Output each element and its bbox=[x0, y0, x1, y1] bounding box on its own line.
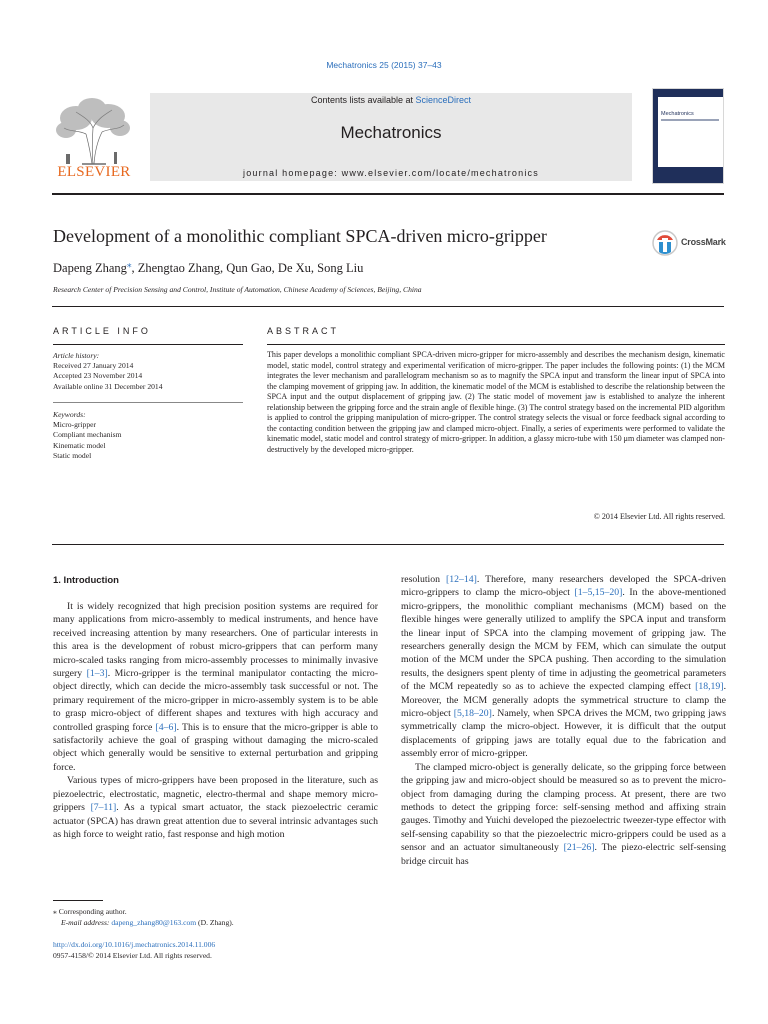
issn-copyright: 0957-4158/© 2014 Elsevier Ltd. All rights reserved. bbox=[53, 950, 212, 960]
citation-link[interactable]: [12–14] bbox=[446, 574, 477, 585]
elsevier-wordmark[interactable]: ELSEVIER bbox=[57, 164, 131, 180]
paragraph: The clamped micro-object is generally delicate, so the gripping force between the gripping jaw and micro-object should be measured so as to prevent the micro-object from damaging during the clamping process. At present, there are two methods to detect the gripping force: self-sensing method and affixing strain gauges. Timothy and Yuichi developed the piezoelectric tweezer-type effector with self-sensing capability so that the piezoelectric micro-grippers could be used as a sensor and an actuator simultaneously [21–26]. The piezo-electric self-sensing bridge circuit has bbox=[401, 761, 726, 867]
keyword-item: Static model bbox=[53, 450, 92, 460]
journal-cover-thumbnail[interactable] bbox=[652, 88, 724, 184]
doi-link[interactable]: http://dx.doi.org/10.1016/j.mechatronics.2014.11.006 bbox=[53, 940, 216, 949]
corresponding-author-marker[interactable]: ⁎ bbox=[126, 259, 132, 269]
citation-link[interactable]: [1–5,15–20] bbox=[574, 587, 623, 599]
author-first: Dapeng Zhang bbox=[53, 261, 127, 276]
abstract-rule bbox=[267, 344, 725, 345]
body-column-left bbox=[53, 600, 378, 841]
keywords-rule bbox=[53, 402, 243, 403]
abstract-text: This paper develops a monolithic compliant SPCA-driven micro-gripper for micro-assembly and describes the mechanism design, kinematic model, static model, control strategy and experimental verification of micro-gripper. The paper includes the following points: (1) the MCM integrates the lever mechanism and parallelogram mechanism so as to magnify the SPCA input and transform the linear input of SPCA into the clamping movement of gripping jaw. In addition, the kinematic model of the MCM is established to describe the relationship between the SPCA input and the output displacement of gripping jaw. (2) The static model of movement jaw is established to analyze the inherent relationship between the gripping force and the strain angle of flexible hinge. (3) The control strategy based on the incremental PID algorithm is applied to control the gripping manipulation of micro-gripper. The control strategy selects the visual or force feedback signal according to the contacting condition between the gripping jaw and clamped micro-object. Finally, a series of experiments were performed to validate the kinematic model, static model and control strategy of micro-gripper. In addition, a glassy micro-tube with 150 μm diameter was clamped non-destructively by the developed micro-gripper. bbox=[267, 350, 725, 454]
corresponding-author-note: ⁎ Corresponding author. bbox=[53, 907, 127, 916]
history-label: Article history: bbox=[53, 351, 100, 360]
history-accepted: Accepted 23 November 2014 bbox=[53, 371, 143, 381]
journal-title[interactable]: Mechatronics bbox=[340, 123, 442, 142]
history-online: Available online 31 December 2014 bbox=[53, 381, 163, 391]
author-rest: , Zhengtao Zhang, Qun Gao, De Xu, Song Liu bbox=[131, 261, 364, 276]
paragraph: Various types of micro-grippers have been proposed in the literature, such as piezoelectric, electrostatic, magnetic, electro-thermal and shape memory micro-grippers [7–11]. As a typical smart actuator, the stack piezoelectric ceramic actuator (SPCA) has drawn great attention due to several intrinsic advantages such as high force to weight ratio, fast response and high motion bbox=[53, 775, 378, 840]
doi-block bbox=[53, 940, 215, 961]
keyword-item: Compliant mechanism bbox=[53, 430, 122, 440]
author-affiliation: Research Center of Precision Sensing and Control, Institute of Automation, Chinese Academy of Sciences, Beijing, China bbox=[53, 285, 422, 294]
author-email-link[interactable]: dapeng_zhang80@163.com bbox=[111, 918, 197, 927]
citation-link[interactable]: [18,19] bbox=[695, 681, 724, 693]
citation-link[interactable]: [5,18–20] bbox=[453, 708, 492, 720]
title-rule bbox=[52, 306, 724, 307]
sciencedirect-link[interactable]: ScienceDirect bbox=[415, 95, 472, 105]
history-received: Received 27 January 2014 bbox=[53, 361, 134, 371]
journal-citation[interactable]: Mechatronics 25 (2015) 37–43 bbox=[326, 60, 442, 70]
citation-link[interactable]: [7–11] bbox=[90, 802, 117, 814]
contents-prefix: Contents lists available at bbox=[310, 95, 416, 105]
paragraph: It is widely recognized that high precision position systems are required for many applications from micro-assembly to medical instruments, and hence have received increasing attention by many researchers. One of particular interests in this area is the development of robust micro-grippers that can perform many micro-scaled tasks ranging from micro-assembly processes to minimally invasive surgery [1–3]. Micro-gripper is the terminal manipulator contacting the micro-object directly, which can decide the micro-assembly task successful or not. The primary requirement of the micro-gripper in micro-assembly system is to be able to grasp micro-object of different shapes and textures with high accuracy and controlled grasping force [4–6]. This is to ensure that the micro-gripper is able to satisfactorily achieve the goal of grasping without damaging the micro-scaled object which generally would be sensitive to external perturbation and gripping force. bbox=[53, 601, 378, 773]
footnote bbox=[53, 906, 234, 928]
abstract-bottom-rule bbox=[52, 544, 724, 545]
article-history bbox=[53, 351, 243, 392]
cover-journal-name: Mechatronics bbox=[661, 111, 694, 117]
article-info-heading: ARTICLE INFO bbox=[53, 326, 151, 336]
journal-header bbox=[52, 88, 724, 188]
citation-link[interactable]: [1–3] bbox=[86, 668, 108, 680]
keywords bbox=[53, 410, 243, 461]
section-heading-introduction: 1. Introduction bbox=[53, 575, 119, 586]
crossmark-icon bbox=[652, 228, 678, 258]
keyword-item: Kinematic model bbox=[53, 440, 106, 450]
email-line: E-mail address: dapeng_zhang80@163.com (D. Zhang). bbox=[61, 918, 234, 927]
article-title: Development of a monolithic compliant SPCA-driven micro-gripper bbox=[53, 226, 547, 246]
journal-homepage[interactable]: journal homepage: www.elsevier.com/locate/mechatronics bbox=[243, 168, 539, 178]
footnote-rule bbox=[53, 900, 103, 901]
keywords-label: Keywords: bbox=[53, 410, 86, 419]
body-column-right bbox=[401, 573, 726, 868]
header-rule bbox=[52, 193, 724, 195]
citation-link[interactable]: [4–6] bbox=[155, 721, 177, 733]
crossmark-label: CrossMark bbox=[681, 237, 726, 247]
journal-banner bbox=[150, 93, 632, 181]
crossmark-badge[interactable] bbox=[652, 228, 732, 260]
citation-link[interactable]: [21–26] bbox=[563, 842, 595, 854]
abstract-copyright: © 2014 Elsevier Ltd. All rights reserved. bbox=[593, 512, 725, 521]
article-info-rule bbox=[53, 344, 243, 345]
abstract-heading: ABSTRACT bbox=[267, 326, 340, 336]
author-list bbox=[53, 259, 363, 276]
contents-line bbox=[150, 95, 632, 105]
keyword-item: Micro-gripper bbox=[53, 420, 97, 430]
paragraph: resolution [12–14]. Therefore, many researchers developed the SPCA-driven micro-grippers to clamp the micro-object [1–5,15–20]. In the above-mentioned micro-grippers, the monolithic compliant mechanisms (MCM) based on the flexible hinges were generally utilized to amplify the SPCA input and transform the linear input of SPCA into the clamping movement of gripping jaw. The researchers generally design the MCM by FEM, which can simulate the output motion of the MCM under the SPCA pushing. Then according to the simulation results, the designers spent plenty of time in adjusting the geometrical parameters of the MCM repeatedly so as to achieve the expected clamping effect [18,19]. Moreover, the MCM generally adopts the symmetrical structure to clamp the micro-object [5,18–20]. Namely, when SPCA drives the MCM, two gripping jaws symmetrically clamp the micro-object. However, it is difficult that the output displacements of gripping jaws are totally equal due to the fabrication and assembly error of micro-gripper. bbox=[401, 574, 727, 760]
